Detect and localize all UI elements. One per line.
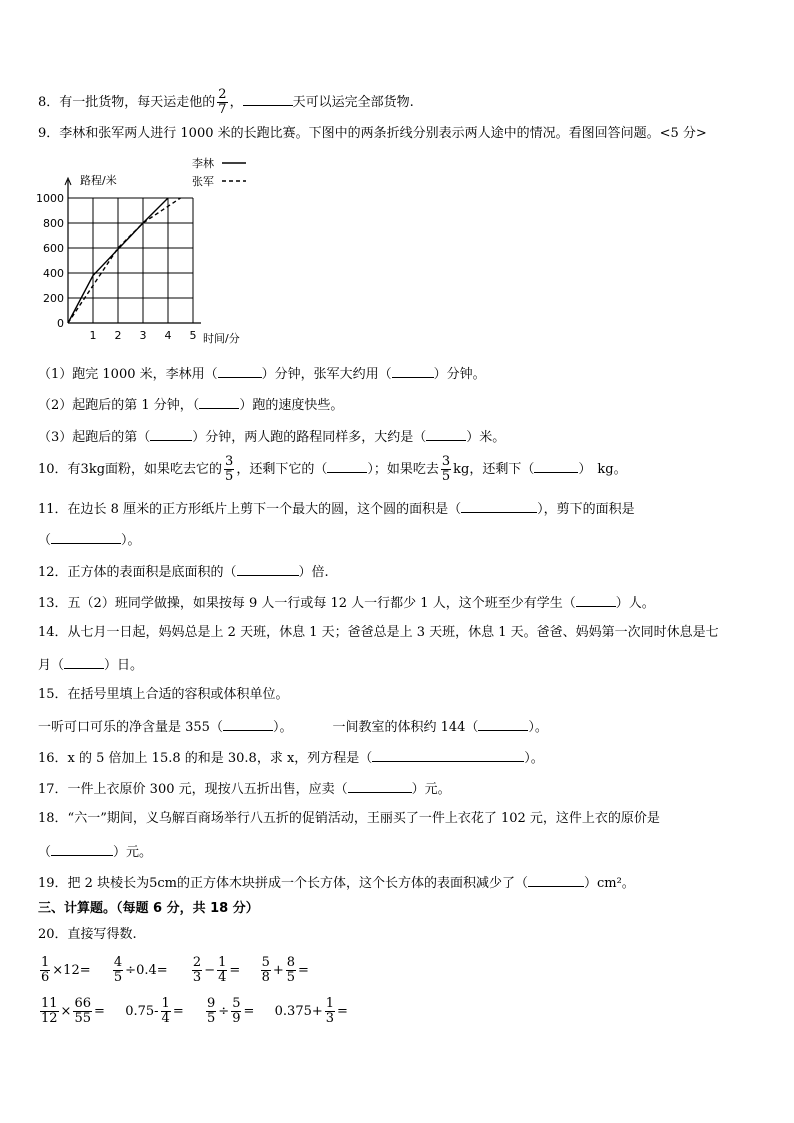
fraction: $\frac{66}{55}$ [74,996,91,1026]
fraction: $\frac{5}{9}$ [232,996,241,1026]
fraction: $\frac{3}{5}$ [225,454,234,484]
answer-blank[interactable] [237,562,299,576]
fraction: $\frac{11}{12}$ [41,996,58,1026]
question-9-2: （2）起跑后的第 1 分钟，（ ）跑的速度快些。 [38,395,343,415]
question-15-items: 一听可口可乐的净含量是 355（ ）。 一间教室的体积约 144（ ）。 [38,717,548,737]
question-17: 17．一件上衣原价 300 元，现按八五折出售，应卖（ ）元。 [38,779,451,799]
distance-time-chart [36,155,266,350]
question-14-cont: 月（ ）日。 [38,655,143,675]
question-9-1: （1）跑完 1000 米，李林用（ ）分钟，张军大约用（ ）分钟。 [38,364,486,384]
answer-blank[interactable] [150,427,192,441]
y-tick-label: 400 [43,267,64,280]
x-axis-label: 时间/分 [203,332,240,345]
answer-blank[interactable] [576,593,616,607]
fraction: $\frac{3}{5}$ [441,454,451,484]
fraction: $\frac{1}{4}$ [161,996,170,1026]
question-18: 18．“六一”期间，义乌解百商场举行八五折的促销活动，王丽买了一件上衣花了 102 元，这件上衣的原价是 [38,811,660,826]
section-3-title: 三、计算题。（每题 6 分，共 18 分） [38,901,259,916]
fraction: $\frac{5}{8}$ [261,955,270,985]
question-18-cont: （ ）元。 [38,842,152,862]
series-line-2 [68,198,181,323]
calc-row-2: $\frac{11}{12}$ × $\frac{66}{55}$ = 0.75- $\frac{1}{4}$ = $\frac{9}{5}$ ÷ $\frac{5}{9}$ = 0.375+ $\frac{1}{3}$ = [41,996,348,1026]
fraction: $\frac{8}{5}$ [286,955,296,985]
y-tick-label: 600 [43,242,64,255]
answer-blank[interactable] [199,395,239,409]
fraction: $\frac{1}{3}$ [325,996,335,1026]
answer-blank[interactable] [218,364,262,378]
question-20: 20．直接写得数. [38,927,137,942]
x-tick-label: 3 [139,329,147,342]
y-tick-label: 200 [43,292,64,305]
answer-blank[interactable] [392,364,434,378]
calc-row-1: $\frac{1}{6}$ ×12= $\frac{4}{5}$ ÷0.4= $\frac{2}{3}$ − $\frac{1}{4}$ = $\frac{5}{8}$ + $\frac{8}{5}$ = [41,955,309,985]
fraction: $\frac{2}{3}$ [192,955,202,985]
answer-blank[interactable] [327,459,367,473]
fraction: $\frac{1}{6}$ [41,955,50,985]
question-9-3: （3）起跑后的第（ ）分钟，两人跑的路程同样多，大约是（ ）米。 [38,427,505,447]
answer-blank[interactable] [461,499,537,513]
answer-blank[interactable] [478,717,528,731]
question-16: 16．x 的 5 倍加上 15.8 的和是 30.8，求 x，列方程是（ ）。 [38,748,544,768]
fraction: $\frac{9}{5}$ [207,996,216,1026]
x-tick-label: 4 [164,329,172,342]
answer-blank[interactable] [372,748,524,762]
question-12: 12．正方体的表面积是底面积的（ ）倍. [38,562,329,582]
question-9: 9．李林和张军两人进行 1000 米的长跑比赛。下图中的两条折线分别表示两人途中的情况。看图回答问题。<5 分> [38,126,707,141]
answer-blank[interactable] [528,873,584,887]
answer-blank[interactable] [243,92,293,106]
y-tick-label: 800 [43,217,64,230]
question-13: 13．五（2）班同学做操，如果按每 9 人一行或每 12 人一行都少 1 人，这个班至少有学生（ ）人。 [38,593,655,613]
fraction: $\frac{2}{7}$ [218,87,227,117]
fraction: $\frac{1}{4}$ [218,955,227,985]
question-8: 8．有一批货物，每天运走他的 $\frac{2}{7}$ ， 天可以运完全部货物. [38,87,414,117]
question-11: 11．在边长 8 厘米的正方形纸片上剪下一个最大的圆，这个圆的面积是（ ），剪下的面积是 [38,499,635,519]
legend-label: 李林 [192,157,214,170]
y-tick-label: 0 [57,317,64,330]
legend-label: 张军 [192,175,214,188]
x-tick-label: 2 [114,329,122,342]
question-10: 10．有3kg面粉，如果吃去它的 $\frac{3}{5}$ ，还剩下它的（ ）；如果吃去 $\frac{3}{5}$ kg，还剩下（ ） kg。 [38,454,627,484]
question-15: 15．在括号里填上合适的容积或体积单位。 [38,687,289,702]
answer-blank[interactable] [51,530,121,544]
answer-blank[interactable] [426,427,466,441]
fraction: $\frac{4}{5}$ [113,955,123,985]
answer-blank[interactable] [348,779,412,793]
y-tick-label: 1000 [36,192,64,205]
answer-blank[interactable] [51,842,113,856]
question-14: 14．从七月一日起，妈妈总是上 2 天班，休息 1 天；爸爸总是上 3 天班，休息 1 天。爸爸、妈妈第一次同时休息是七 [38,625,719,640]
y-axis-label: 路程/米 [80,174,117,187]
x-tick-label: 1 [89,329,97,342]
question-11-cont: （ ）。 [38,530,141,550]
question-19: 19．把 2 块棱长为5cm的正方体木块拼成一个长方体，这个长方体的表面积减少了（ ）cm²。 [38,873,635,893]
x-tick-label: 5 [189,329,197,342]
answer-blank[interactable] [534,459,578,473]
answer-blank[interactable] [223,717,273,731]
answer-blank[interactable] [64,655,104,669]
